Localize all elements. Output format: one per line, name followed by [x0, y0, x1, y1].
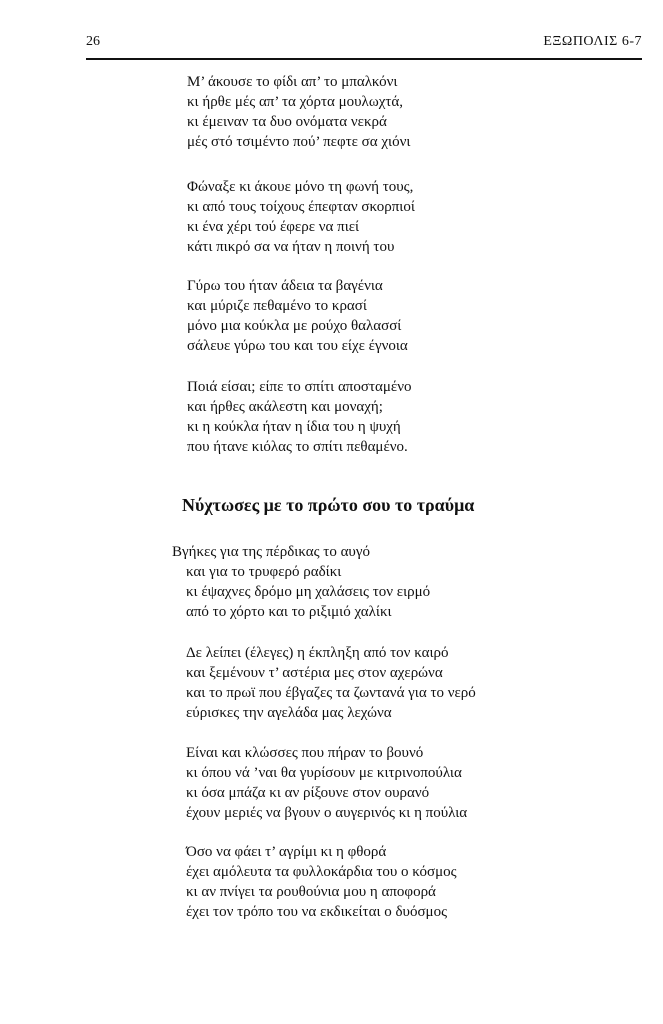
poem-line: και μύριζε πεθαμένο το κρασί [187, 298, 367, 314]
poem-line: μόνο μια κούκλα με ρούχο θαλασσί [187, 318, 402, 334]
header-rule [86, 58, 642, 60]
poem1-stanza-3 [187, 276, 408, 356]
poem-line: κι από τους τοίχους έπεφταν σκορπιοί [187, 199, 415, 215]
journal-title: ΕΞΩΠΟΛΙΣ 6-7 [543, 34, 642, 49]
poem-line: κάτι πικρό σα να ήταν η ποινή του [187, 239, 395, 255]
poem1-stanza-4 [187, 377, 411, 457]
poem-line: που ήτανε κιόλας το σπίτι πεθαμένο. [187, 439, 408, 455]
poem-line: κι ένα χέρι τού έφερε να πιεί [187, 219, 360, 235]
poem-line: κι η κούκλα ήταν η ίδια του η ψυχή [187, 419, 401, 435]
poem-line: κι έψαχνες δρόμο μη χαλάσεις τον ειρμό [186, 584, 431, 600]
poem-line: κι έμειναν τα δυο ονόματα νεκρά [187, 114, 387, 130]
poem-line: κι ήρθε μές απ’ τα χόρτα μουλωχτά, [187, 94, 403, 110]
poem2-stanza-2 [186, 643, 476, 723]
poem2-stanza-1 [172, 542, 430, 622]
poem-line: Όσο να φάει τ’ αγρίμι κι η φθορά [186, 844, 387, 860]
poem-line: Φώναξε κι άκουε μόνο τη φωνή τους, [187, 179, 414, 195]
page-header [86, 30, 642, 56]
poem-line: έχει αμόλευτα τα φυλλοκάρδια του ο κόσμος [186, 864, 457, 880]
poem-line: Ποιά είσαι; είπε το σπίτι αποσταμένο [187, 379, 412, 395]
poem-line: έχει τον τρόπο του να εκδικείται ο δυόσμος [186, 904, 448, 920]
poem-line: και ήρθες ακάλεστη και μοναχή; [187, 399, 383, 415]
poem-line: εύρισκες την αγελάδα μας λεχώνα [186, 705, 392, 721]
poem-line: και για το τρυφερό ραδίκι [186, 564, 342, 580]
poem-line: Είναι και κλώσσες που πήραν το βουνό [186, 745, 424, 761]
poem2-stanza-4 [186, 842, 457, 922]
poem-line: και το πρωϊ που έβγαζες τα ζωντανά για το νερό [186, 685, 476, 701]
poem-line: Γύρω του ήταν άδεια τα βαγένια [187, 278, 383, 294]
poem2-stanza-3 [186, 743, 467, 823]
poem-line: κι όσα μπάζα κι αν ρίξουνε στον ουρανό [186, 785, 430, 801]
poem-line: Μ’ άκουσε το φίδι απ’ το μπαλκόνι [187, 74, 398, 90]
poem-line: σάλευε γύρω του και του είχε έγνοια [187, 338, 408, 354]
poem-line: έχουν μεριές να βγουν ο αυγερινός κι η πούλια [186, 805, 468, 821]
poem-line: κι όπου νά ’ναι θα γυρίσουν με κιτρινοπούλια [186, 765, 462, 781]
poem-line: Δε λείπει (έλεγες) η έκπληξη από τον καιρό [186, 645, 449, 661]
poem-line: κι αν πνίγει τα ρουθούνια μου η αποφορά [186, 884, 436, 900]
page-number: 26 [86, 34, 100, 49]
poem1-stanza-2 [187, 177, 415, 257]
poem1-stanza-1 [187, 72, 410, 152]
poem-line: μές στό τσιμέντο πού’ πεφτε σα χιόνι [187, 134, 411, 150]
poem-line: από το χόρτο και το ριξιμιό χαλίκι [186, 604, 392, 620]
poem-line: και ξεμένουν τ’ αστέρια μες στον αχερώνα [186, 665, 443, 681]
poem-line: Βγήκες για της πέρδικας το αυγό [172, 544, 370, 560]
poem-title: Νύχτωσες με το πρώτο σου το τραύμα [182, 495, 475, 515]
